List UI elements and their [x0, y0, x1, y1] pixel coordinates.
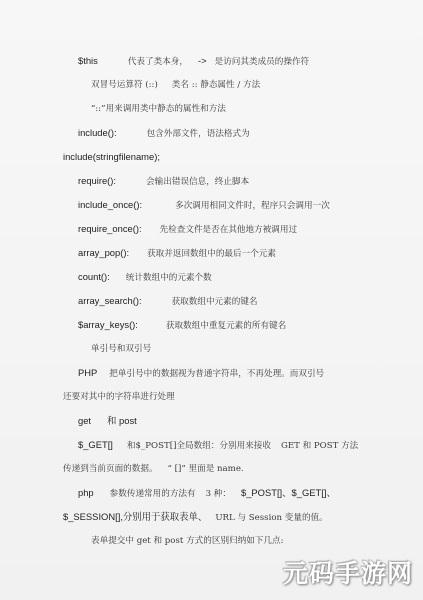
description: “::”用来调用类中静态的属性和方法 [91, 104, 226, 114]
line-php-params [78, 487, 336, 500]
description: 多次调用相同文件时，程序只会调用一次 [175, 201, 330, 211]
description: 表单提交中 get 和 post 方式的区别归纳如下几点: [91, 536, 284, 546]
code-term: include(): [78, 127, 117, 138]
line-array-pop [78, 247, 276, 260]
heading-text: 双冒号运算符 (::) [91, 80, 158, 90]
code-term: get [78, 415, 92, 426]
line-include-once [78, 199, 330, 212]
arrow-operator: -> [197, 55, 207, 66]
description: 获取数组中元素的键名 [171, 297, 258, 307]
line-quotes-heading [91, 343, 151, 355]
line-count [78, 271, 212, 284]
code-term: 和 post [107, 415, 137, 426]
line-require-once [78, 223, 297, 236]
description: 传递到当前页面的数据。 [63, 464, 158, 474]
code-term: include(stringfilename); [63, 151, 160, 162]
code-term: include_once(): [78, 199, 143, 210]
code-term: $_SESSION[],分别用于获取表单、 [63, 511, 208, 522]
line-form-submit [91, 535, 284, 547]
heading-text: 单引号和双引号 [91, 344, 152, 354]
description: 把单引号中的数据视为普通字符串，不再处理。而双引号 [109, 369, 325, 379]
line-include [78, 127, 250, 140]
code-term: require(): [78, 175, 117, 186]
code-term: array_search(): [78, 295, 142, 306]
line-session [63, 511, 328, 524]
code-term: $_GET[] [78, 439, 113, 450]
line-require [78, 175, 249, 188]
description: URL 与 Session 变量的值。 [215, 513, 328, 523]
line-include-syntax [63, 151, 160, 164]
line-double-colon [91, 79, 260, 91]
description: 包含外部文件，语法格式为 [146, 129, 250, 139]
code-term: require_once(): [78, 223, 142, 234]
description: 类名 :: 静态属性 / 方法 [171, 80, 261, 90]
description: 获取数组中重复元素的所有键名 [165, 321, 287, 331]
description: 获取并返回数组中的最后一个元素 [147, 249, 276, 259]
description: “ []” 里面是 name. [167, 464, 244, 474]
line-php-quotes [78, 367, 324, 380]
line-double-colon-desc [91, 103, 226, 115]
description: 参数传递常用的方法有 [109, 489, 196, 499]
description: 3 种： [205, 489, 231, 499]
line-get-post-arrays [78, 439, 358, 452]
description: GET 和 POST 方法 [280, 441, 359, 451]
description: 统计数组中的元素个数 [125, 273, 212, 283]
description: 是访问其类成员的操作符 [214, 57, 310, 67]
description: 先检查文件是否在其他地方被调用过 [159, 225, 298, 235]
code-term: PHP [78, 367, 98, 378]
code-term: $array_keys(): [78, 319, 138, 330]
line-get-post-cont [63, 463, 244, 475]
code-term: array_pop(): [78, 247, 130, 258]
line-get-post [78, 415, 137, 428]
description: 会输出错误信息，终止脚本 [146, 177, 250, 187]
code-term: count(): [78, 271, 110, 282]
line-this [78, 55, 309, 68]
code-term: $_POST[]、$_GET[]、 [241, 487, 336, 498]
line-php-quotes-cont [63, 391, 175, 403]
code-term: php [78, 487, 94, 498]
description: 代表了类本身， [127, 57, 188, 67]
code-term: $this [78, 55, 98, 66]
description: 和$_POST[]全局数组：分别用来接收 [126, 441, 271, 451]
line-array-keys [78, 319, 286, 332]
watermark-logo: 元码手游网 [282, 559, 413, 588]
description: 还要对其中的字符串进行处理 [63, 392, 175, 402]
line-array-search [78, 295, 258, 308]
